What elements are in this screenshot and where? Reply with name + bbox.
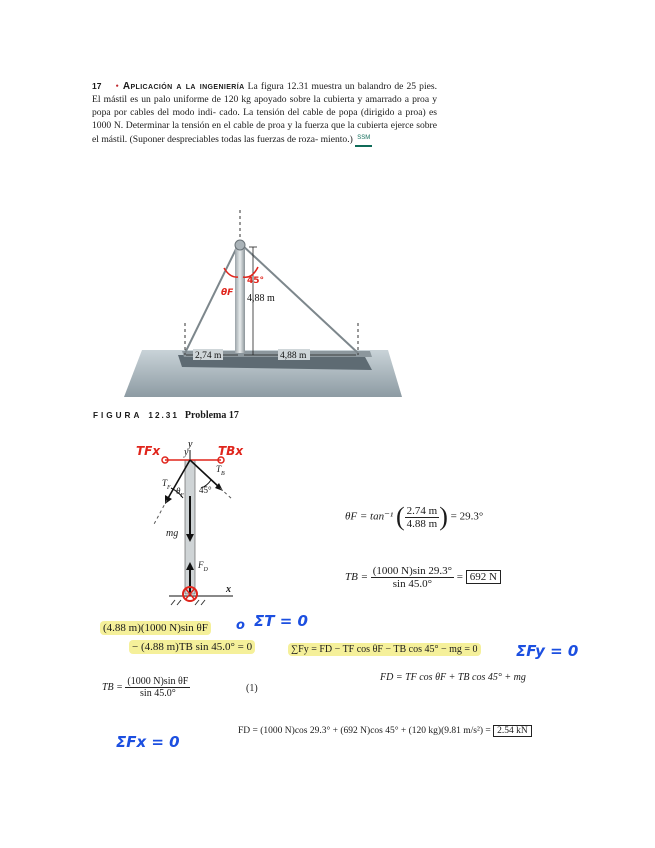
ssm-badge: SSM [355,132,372,147]
sum-fx-hand: ΣFx = 0 [116,733,180,751]
problem-line: sobre la cubierta y amarrado a proa y popa por cables del modo indi- [92,94,437,119]
y-axis-label: y [188,439,193,450]
caption-label: FIGURA [93,411,143,420]
tf-label: $T_F$ [162,478,171,491]
theta-equation: θF = tan⁻¹ ( $\frac{2.74 m}{4.88 m}$ ) = 29.3° [345,502,484,531]
angle-hand-label: 45° [247,276,265,286]
fbd-angle-label: 45° [199,485,212,495]
height-label: 4,88 m [247,293,275,304]
right-distance-label: 4,88 m [280,351,307,361]
tb-formula: TB = $\frac{\text{(1000 N)sin θF}}{\sin 45.0^\circ}$ [102,676,189,699]
tb-result: 692 N [466,570,501,584]
free-body-diagram [125,438,245,608]
fd-result: 2.54 kN [493,725,532,737]
problem-line: miento.) [320,134,353,146]
mast-top [235,240,245,250]
tbx-hand-label: TBx [218,444,244,458]
problem-line: Determinar la tensión en el cable de proa y la fuerza que la cubierta [125,120,389,132]
sum-fy-equation: ∑Fy = FD − TF cos θF − TB cos 45° − mg = 0 [288,644,481,655]
figure-caption [93,410,239,421]
fd-label: $F_D$ [198,560,208,573]
sum-fy-hand: ΣFy = 0 [516,642,579,660]
problem-line: balandro de 25 pies. El mástil es un palo uniforme de 120 kg apoyado [92,81,438,106]
tb-label: $T_B$ [216,464,225,477]
problem-number: 17 [92,81,102,91]
fd-formula: FD = TF cos θF + TB cos 45° + mg [380,672,526,683]
sailboat-figure [120,205,410,405]
problem-line: La figura 12.31 muestra un [247,81,355,92]
problem-line: ejerce sobre el mástil. (Suponer despreciables todas las fuerzas de roza- [92,120,437,146]
fbd-x-label: x [226,584,231,595]
torque-eq-line2: − (4.88 m)TB sin 45.0° = 0 [129,641,255,653]
mast [235,247,245,353]
equation-number: (1) [246,683,258,694]
caption-title: Problema 17 [184,410,239,421]
mg-label: mg [166,528,179,539]
problem-statement [92,80,437,147]
theta-hand-label: θF [221,288,234,298]
tfx-hand-label: TFx [136,444,161,458]
tb-equation: TB = $\frac{(1000 N)\sin 29.3^\circ}{\sin 45.0^\circ}$ = 692 N [345,565,501,590]
problem-line: cado. La tensión del cable de popa (dirigido a proa) es 1000 N. [92,107,437,132]
problem-category: Aplicación a la ingeniería [122,81,245,92]
sum-torque-hand: ΣT = 0 [254,612,308,630]
theta-label: $\theta_F$ [176,486,185,499]
torque-eq-line1: (4.88 m)(1000 N)sin θF [100,622,211,634]
fd-final-equation: FD = (1000 N)cos 29.3° + (692 N)cos 45° + (120 kg)(9.81 m/s²) = 2.54 kN [238,726,532,736]
left-distance-label: 2,74 m [195,351,222,361]
caption-number: 12.31 [148,411,179,420]
forestay-cable [185,245,238,353]
bullet: • [115,81,119,92]
fbd-y-label: y [184,447,189,458]
torque-or-hand: o [236,618,245,633]
